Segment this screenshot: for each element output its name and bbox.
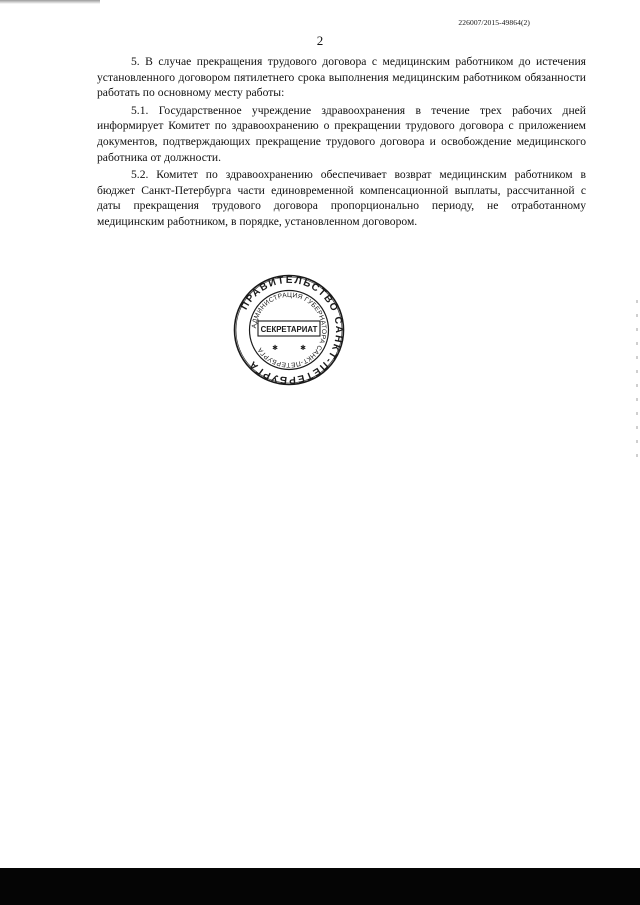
paragraph-5: 5. В случае прекращения трудового договора с медицинским работником до истечения установленного договором пятилетнего срока выполнения медицинским работником обязанности работать по основному месту работы: bbox=[97, 55, 586, 100]
seal-outer-text-path: ПРАВИТЕЛЬСТВО САНКТ-ПЕТЕРБУРГА bbox=[239, 274, 345, 386]
scan-bottom-bar bbox=[0, 868, 640, 905]
document-id: 226007/2015-49864(2) bbox=[458, 18, 530, 27]
document-body bbox=[97, 54, 586, 232]
scan-speck-artifact bbox=[636, 300, 638, 460]
seal-star-left-icon: ✱ bbox=[272, 344, 278, 352]
scan-edge-artifact bbox=[0, 0, 100, 4]
paragraph-5-2: 5.2. Комитет по здравоохранению обеспечивает возврат медицинским работником в бюджет Санкт-Петербурга части единовременной компенсационной выплаты, рассчитанной с даты прекращения трудового договора пропорционально периоду, не отработанному медицинским работником, в порядке, установленном договором. bbox=[97, 168, 586, 228]
page-number: 2 bbox=[316, 33, 324, 48]
seal-inner-text-path: АДМИНИСТРАЦИЯ ГУБЕРНАТОРА САНКТ-ПЕТЕРБУРГА bbox=[250, 291, 328, 369]
seal-center-text: СЕКРЕТАРИАТ bbox=[260, 325, 318, 334]
official-seal-stamp bbox=[233, 274, 345, 386]
paragraph-5-1: 5.1. Государственное учреждение здравоохранения в течение трех рабочих дней информирует Комитет по здравоохранению о прекращении трудового договора с приложением документов, подтверждающих прекращение трудового договора и освобождение медицинского работника от должности. bbox=[97, 103, 586, 164]
seal-star-right-icon: ✱ bbox=[300, 344, 306, 352]
